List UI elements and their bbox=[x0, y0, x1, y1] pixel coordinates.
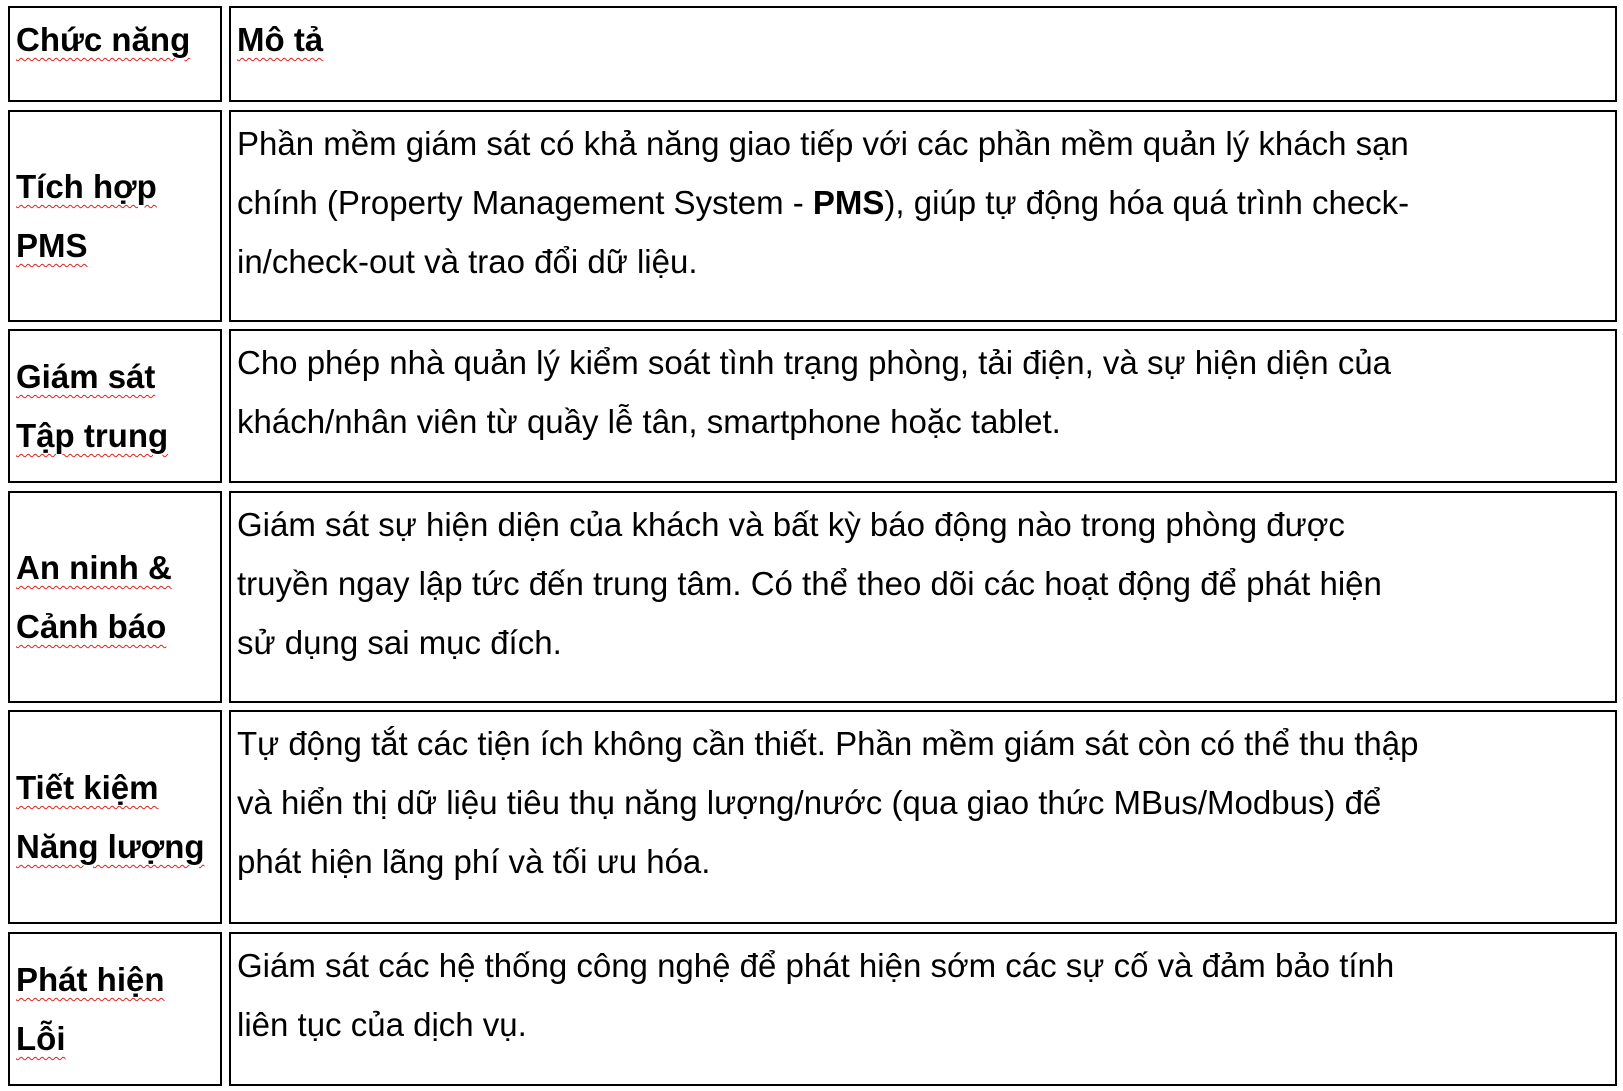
description-line: phát hiện lãng phí và tối ưu hóa. bbox=[237, 843, 711, 880]
description-line: sử dụng sai mục đích. bbox=[237, 624, 562, 661]
description-line: khách/nhân viên từ quầy lễ tân, smartphone hoặc tablet. bbox=[237, 403, 1061, 440]
feature-label-line: Cảnh báo bbox=[16, 608, 167, 645]
description-line: Phần mềm giám sát có khả năng giao tiếp với các phần mềm quản lý khách sạn bbox=[237, 125, 1409, 162]
header-description-label: Mô tả bbox=[237, 21, 324, 58]
feature-label-line: An ninh & bbox=[16, 549, 172, 586]
description-line: truyền ngay lập tức đến trung tâm. Có thể theo dõi các hoạt động để phát hiện bbox=[237, 565, 1382, 602]
feature-label-line: Tích hợp bbox=[16, 168, 157, 205]
description-line bbox=[237, 173, 1609, 232]
feature-label-line: Năng lượng bbox=[16, 828, 205, 865]
description-pre: chính (Property Management System - bbox=[237, 184, 813, 221]
feature-cell bbox=[8, 932, 222, 1086]
feature-cell bbox=[8, 491, 222, 703]
description-line: và hiển thị dữ liệu tiêu thụ năng lượng/nước (qua giao thức MBus/Modbus) để bbox=[237, 784, 1382, 821]
description-line: Giám sát sự hiện diện của khách và bất kỳ báo động nào trong phòng được bbox=[237, 506, 1345, 543]
description-cell bbox=[229, 491, 1617, 703]
feature-label-line: Tập trung bbox=[16, 417, 169, 454]
description-line: in/check-out và trao đổi dữ liệu. bbox=[237, 243, 698, 280]
feature-label-line: Phát hiện bbox=[16, 961, 165, 998]
description-line: Giám sát các hệ thống công nghệ để phát hiện sớm các sự cố và đảm bảo tính bbox=[237, 947, 1395, 984]
feature-label-line: Tiết kiệm bbox=[16, 769, 159, 806]
description-cell bbox=[229, 932, 1617, 1086]
header-cell-feature bbox=[8, 6, 222, 102]
description-line: liên tục của dịch vụ. bbox=[237, 1006, 527, 1043]
feature-cell bbox=[8, 710, 222, 924]
header-feature-label: Chức năng bbox=[16, 21, 191, 58]
feature-cell bbox=[8, 329, 222, 483]
description-cell bbox=[229, 110, 1617, 322]
description-line: Tự động tắt các tiện ích không cần thiết. Phần mềm giám sát còn có thể thu thập bbox=[237, 725, 1419, 762]
description-cell bbox=[229, 710, 1617, 924]
feature-label-line: Lỗi bbox=[16, 1020, 66, 1057]
description-post: ), giúp tự động hóa quá trình check- bbox=[884, 184, 1410, 221]
feature-label-line: Giám sát bbox=[16, 358, 156, 395]
feature-cell bbox=[8, 110, 222, 322]
header-cell-description bbox=[229, 6, 1617, 102]
description-line: Cho phép nhà quản lý kiểm soát tình trạng phòng, tải điện, và sự hiện diện của bbox=[237, 344, 1392, 381]
feature-label-line: PMS bbox=[16, 227, 88, 264]
description-cell bbox=[229, 329, 1617, 483]
description-bold: PMS bbox=[812, 184, 885, 221]
